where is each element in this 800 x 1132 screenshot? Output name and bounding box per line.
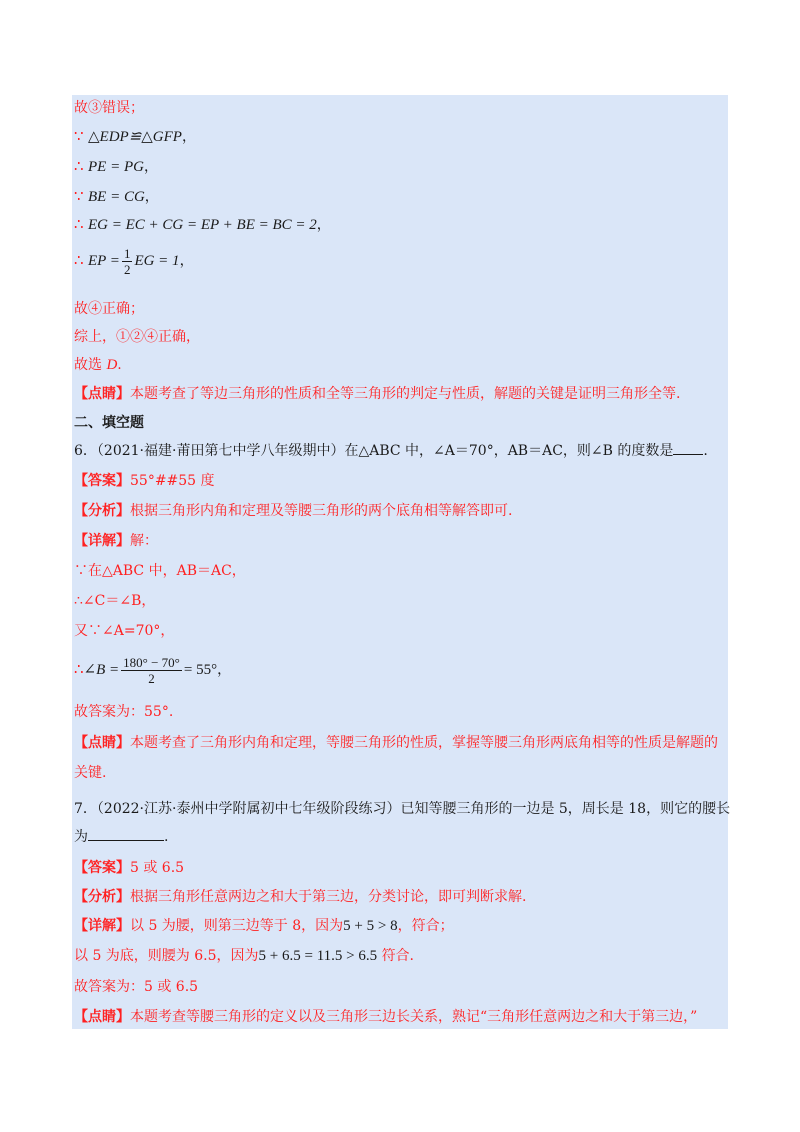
note-line: 【点睛】本题考查了等边三角形的性质和全等三角形的判定与性质，解题的关键是证明三角形全等. — [74, 386, 681, 402]
fraction: $\frac{1}{2}$ — [123, 245, 131, 277]
detail-line: 【详解】解： — [74, 533, 158, 549]
math-line: ∴ PE = PG， — [74, 157, 158, 175]
note-line: 关键. — [74, 765, 107, 781]
text-line: ∴∠C＝∠B， — [74, 593, 156, 609]
analysis-line: 【分析】根据三角形任意两边之和大于第三边，分类讨论，即可判断求解. — [74, 889, 527, 905]
question-7: 为 . — [74, 829, 169, 845]
text-line: 综上，①②④正确， — [74, 329, 200, 345]
text-line: ∵在△ABC 中，AB＝AC， — [74, 563, 246, 579]
section-heading: 二、填空题 — [74, 415, 144, 431]
text-line: 故③错误； — [74, 100, 144, 116]
math-line: ∴ EP = $\frac{1}{2}$ EG = 1， — [74, 245, 194, 277]
question-6: 6．（2021·福建·莆田第七中学八年级期中）在△ABC 中，∠A＝70°，AB＝AC，则∠B 的度数是 . — [74, 443, 708, 459]
answer-line: 【答案】5 或 6.5 — [74, 860, 185, 876]
fraction: $\frac{180^\circ - 70^\circ}{2}$ — [123, 654, 180, 686]
text-line: 又∵∠A=70°， — [74, 623, 175, 639]
math-line: ∵ △EDP≌△GFP， — [74, 127, 196, 145]
text-line: 故答案为：55°. — [74, 704, 174, 720]
detail-line: 【详解】以 5 为腰，则第三边等于 8，因为5 + 5 > 8，符合； — [74, 918, 454, 934]
text-line: 故④正确； — [74, 301, 144, 317]
analysis-line: 【分析】根据三角形内角和定理及等腰三角形的两个底角相等解答即可. — [74, 503, 513, 519]
text-line: 以 5 为底，则腰为 6.5，因为5 + 6.5 = 11.5 > 6.5 符合. — [74, 948, 415, 964]
text-line: 故选 D. — [74, 357, 122, 373]
math-line: ∴∠B = $\frac{180^\circ - 70^\circ}{2}$ = 55°， — [74, 654, 232, 686]
math-line: ∴ EG = EC + CG = EP + BE = BC = 2， — [74, 215, 331, 233]
math-line: ∵ BE = CG， — [74, 187, 159, 205]
note-line: 【点睛】本题考查了三角形内角和定理，等腰三角形的性质，掌握等腰三角形两底角相等的性质是解题的 — [74, 735, 718, 751]
question-7: 7．（2022·江苏·泰州中学附属初中七年级阶段练习）已知等腰三角形的一边是 5，周长是 18，则它的腰长 — [74, 801, 731, 817]
answer-line: 【答案】55°##55 度 — [74, 473, 215, 489]
note-line: 【点睛】本题考查等腰三角形的定义以及三角形三边长关系，熟记“三角形任意两边之和大于第三边，” — [74, 1009, 698, 1025]
text-line: 故答案为：5 或 6.5 — [74, 979, 199, 995]
